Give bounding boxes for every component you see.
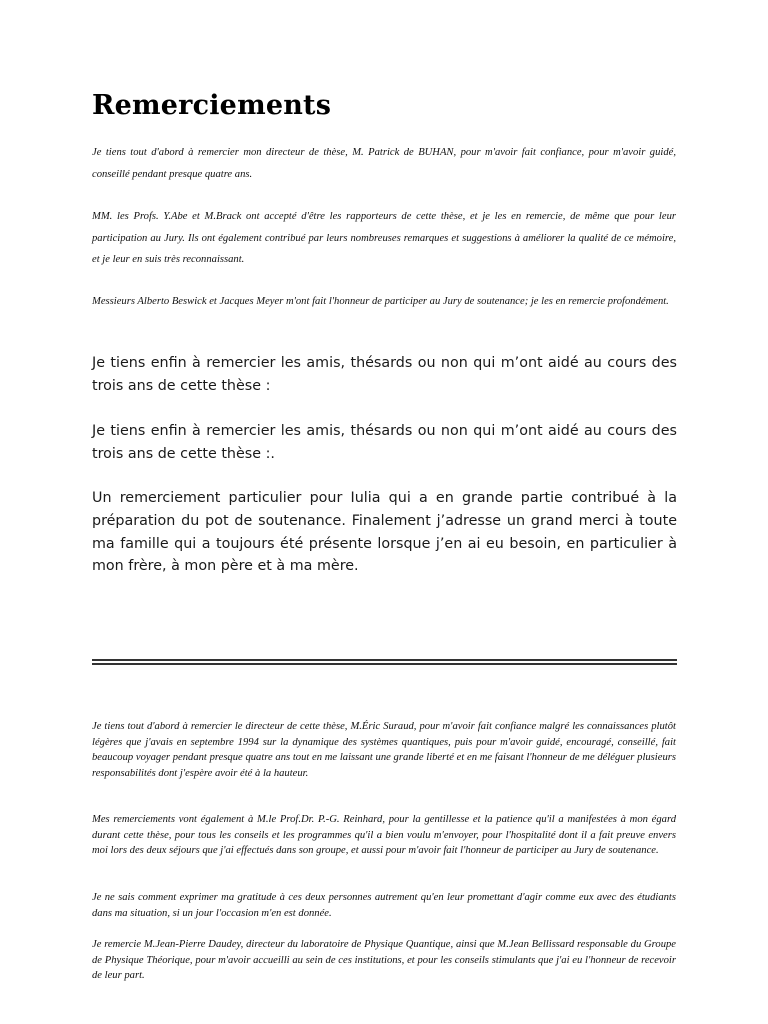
paragraph-jury-thanks: Messieurs Alberto Beswick et Jacques Meyer m'ont fait l'honneur de participer au Jury de soutenance; je les en remercie profondément. bbox=[92, 296, 669, 307]
divider-bottom-line bbox=[92, 663, 677, 665]
paragraph-suraud-thanks: Je tiens tout d'abord à remercier le directeur de cette thèse, M.Éric Suraud, pour m'avoir fait confiance malgré les connaissances plutôt légères que j'avais en septembre 1994 sur la dynamique des systèmes quantiques, puis pour m'avoir guidé, encouragé, conseillé, fait beaucoup voyager pendant presque quatre ans tout en me laissant une grande liberté et en me faisant l'honneur de me déléguer plusieurs responsabilités dont j'espère avoir été à la hauteur. bbox=[92, 721, 676, 780]
divider-top-line bbox=[92, 659, 677, 661]
paragraph-friends-thanks: Je tiens enfin à remercier les amis, thésards ou non qui m’ont aidé au cours des trois ans de cette thèse : bbox=[92, 355, 677, 394]
paragraph-daudey-thanks: Je remercie M.Jean-Pierre Daudey, directeur du laboratoire de Physique Quantique, ainsi que M.Jean Bellissard responsable du Groupe de Physique Théorique, pour m'avoir accueilli au sein de ces institutions, et pour les conseils stimulants que j'ai eu l'honneur de recevoir de leur part. bbox=[92, 939, 676, 982]
paragraph-friends-thanks-repeat: Je tiens enfin à remercier les amis, thésards ou non qui m’ont aidé au cours des trois ans de cette thèse :. bbox=[92, 423, 677, 462]
paragraph-reinhard-thanks: Mes remerciements vont également à M.le Prof.Dr. P.-G. Reinhard, pour la gentillesse et la patience qu'il a manifestées à mon égard durant cette thèse, pour tous les conseils et les programmes qu'il a bien voulu m'envoyer, pour l'hospitalité dont il a fait preuve envers moi lors des deux séjours que j'ai effectués dans son groupe, et aussi pour m'avoir fait l'honneur de participer au Jury de soutenance. bbox=[92, 814, 676, 857]
paragraph-family-thanks: Un remerciement particulier pour Iulia qui a en grande partie contribué à la préparation du pot de soutenance. Finalement j’adresse un grand merci à toute ma famille qui a toujours été présente lorsque j’en ai eu besoin, en particulier à mon frère, à mon père et à ma mère. bbox=[92, 490, 677, 575]
page-title: Remerciements bbox=[92, 90, 332, 121]
paragraph-rapporteurs-thanks: MM. les Profs. Y.Abe et M.Brack ont accepté d'être les rapporteurs de cette thèse, et je les en remercie, de même que pour leur participation au Jury. Ils ont également contribué par leurs nombreuses remarques et suggestions à améliorer la qualité de ce mémoire, et je leur en suis très reconnaissant. bbox=[92, 211, 676, 265]
paragraph-director-thanks: Je tiens tout d'abord à remercier mon directeur de thèse, M. Patrick de BUHAN, pour m'avoir fait confiance, pour m'avoir guidé, conseillé pendant presque quatre ans. bbox=[92, 147, 676, 180]
paragraph-gratitude: Je ne sais comment exprimer ma gratitude à ces deux personnes autrement qu'en leur promettant d'agir comme eux avec des étudiants dans ma situation, si un jour l'occasion m'en est donnée. bbox=[92, 892, 676, 919]
